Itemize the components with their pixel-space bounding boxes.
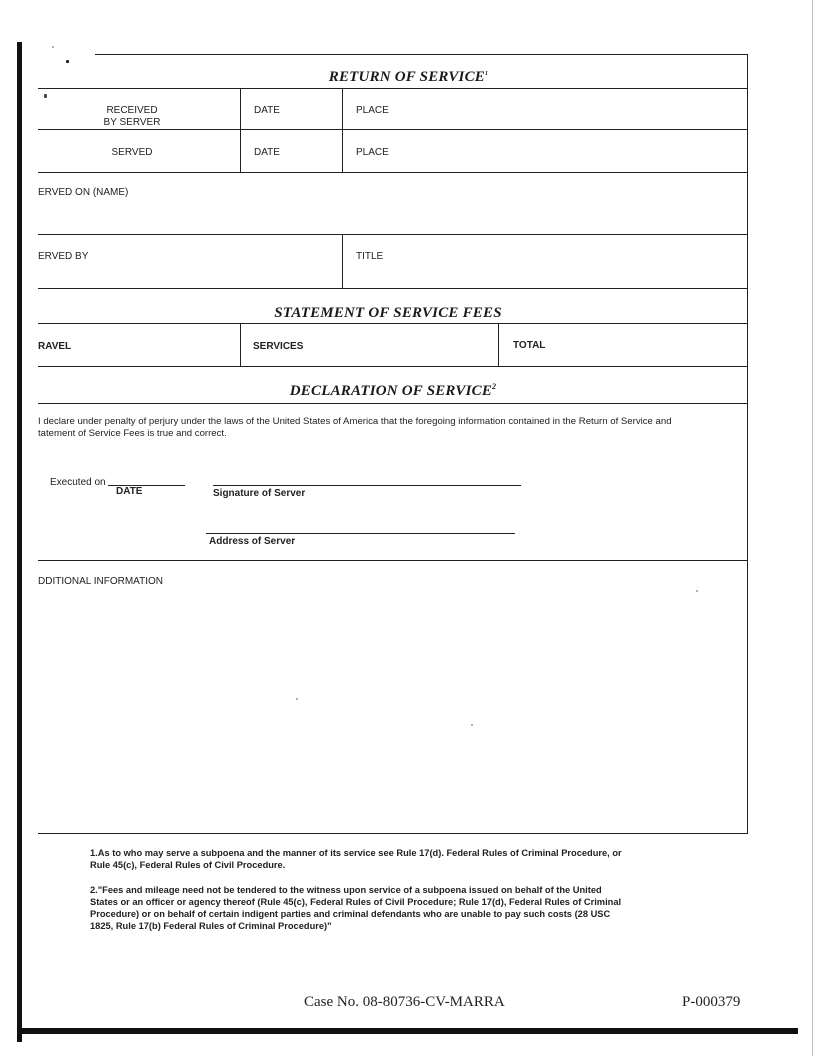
return-of-service-heading xyxy=(0,69,817,86)
declaration-text xyxy=(38,416,744,440)
received-label-line2: BY SERVER xyxy=(103,117,161,128)
received-label-line1: RECEIVED xyxy=(106,105,158,116)
declaration-text-line1: I declare under penalty of perjury under the laws of the United States of America that the foregoing information contained in the Return of Service and xyxy=(38,416,672,427)
col-divider-services xyxy=(240,323,241,366)
declaration-text-line2: tatement of Service Fees is true and correct. xyxy=(38,428,227,439)
additional-information-label: DDITIONAL INFORMATION xyxy=(38,576,163,587)
scan-speck xyxy=(296,698,298,700)
rule-fees-bottom xyxy=(38,366,748,367)
footnote-2 xyxy=(90,884,710,932)
footnote-1-line1: 1.As to who may serve a subpoena and the manner of its service see Rule 17(d). Federal Rules of Criminal Procedure, or xyxy=(90,848,622,858)
right-scan-edge xyxy=(812,0,813,1056)
footnote-marker-2: 2 xyxy=(492,382,497,391)
footnote-2-line4: 1825, Rule 17(b) Federal Rules of Criminal Procedure)" xyxy=(90,921,332,931)
title-label: TITLE xyxy=(356,251,384,262)
served-by-label: ERVED BY xyxy=(38,251,89,262)
scan-speck xyxy=(471,724,473,726)
rule-fees-heading-bottom xyxy=(38,323,748,324)
form-top-rule xyxy=(95,54,748,55)
footnote-1-line2: Rule 45(c), Federal Rules of Civil Procedure. xyxy=(90,860,286,870)
declaration-heading xyxy=(0,382,786,400)
services-label: SERVICES xyxy=(253,341,304,352)
received-by-server-label xyxy=(92,105,172,129)
rule-declaration-heading-bottom xyxy=(38,403,748,404)
case-number: Case No. 08-80736-CV-MARRA xyxy=(304,994,505,1010)
footnote-1 xyxy=(90,847,710,871)
scan-speck xyxy=(66,60,69,63)
col-divider-2a xyxy=(342,88,343,172)
executed-date-caption: DATE xyxy=(116,486,143,497)
executed-on-label: Executed on xyxy=(50,477,106,488)
scan-speck xyxy=(52,46,54,48)
address-caption: Address of Server xyxy=(209,536,296,547)
rule-received-bottom xyxy=(38,129,748,130)
rule-served-bottom xyxy=(38,172,748,173)
declaration-title: DECLARATION OF SERVICE xyxy=(289,383,493,399)
bottom-scan-edge xyxy=(22,1028,798,1034)
footnote-marker-1: 1 xyxy=(485,71,489,77)
footnote-2-line3: Procedure) or on behalf of certain indigent parties and criminal defendants who are unable to pay such costs (28 USC xyxy=(90,909,611,919)
signature-caption: Signature of Server xyxy=(213,488,306,499)
served-date-label: DATE xyxy=(254,147,280,158)
rule-return-bottom xyxy=(38,88,748,89)
scan-speck xyxy=(696,590,698,592)
received-place-label: PLACE xyxy=(356,105,389,116)
footnote-2-line1: 2."Fees and mileage need not be tendered to the witness upon service of a subpoena issued on behalf of the United xyxy=(90,885,602,895)
col-divider-title xyxy=(342,234,343,288)
footnote-2-line2: States or an officer or agency thereof (Rule 45(c), Federal Rules of Civil Procedure; Rule 17(d), Federal Rules of Criminal xyxy=(90,897,622,907)
page-bates-number: P-000379 xyxy=(682,994,741,1010)
served-label: SERVED xyxy=(111,147,153,158)
address-line xyxy=(206,533,515,534)
served-place-label: PLACE xyxy=(356,147,389,158)
served-on-name-label: ERVED ON (NAME) xyxy=(38,187,129,198)
rule-served-on-bottom xyxy=(38,234,748,235)
total-label: TOTAL xyxy=(513,340,546,351)
rule-additional-bottom xyxy=(38,833,748,834)
return-of-service-title: RETURN OF SERVICE xyxy=(328,69,486,85)
service-fees-heading: STATEMENT OF SERVICE FEES xyxy=(274,305,502,321)
scan-speck xyxy=(44,94,47,98)
col-divider-total xyxy=(498,323,499,366)
travel-label: RAVEL xyxy=(38,341,72,352)
rule-served-by-bottom xyxy=(38,288,748,289)
form-right-border xyxy=(747,54,748,834)
received-date-label: DATE xyxy=(254,105,280,116)
signature-line xyxy=(213,485,521,486)
left-scan-edge xyxy=(17,42,22,1042)
col-divider-1a xyxy=(240,88,241,172)
rule-declaration-bottom xyxy=(38,560,748,561)
